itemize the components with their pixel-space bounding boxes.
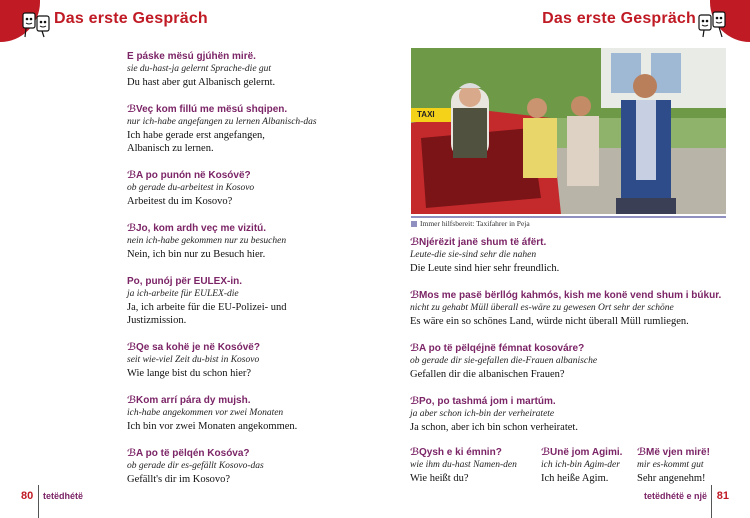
literal-translation: ich ich-bin Agim-der — [541, 460, 620, 470]
literal-translation: ja aber schon ich-bin der verheiratete — [410, 409, 555, 419]
literal-translation: wie ihm du-hast Namen-den — [410, 460, 517, 470]
ear-marker-icon: ℬ — [410, 396, 420, 407]
ear-marker-icon: ℬ — [410, 343, 420, 354]
german-translation: Ich habe gerade erst angefangen, — [127, 130, 265, 141]
ear-marker-icon: ℬ — [637, 447, 647, 458]
ear-marker-icon: ℬ — [410, 290, 420, 301]
ear-marker-icon: ℬ — [127, 104, 137, 115]
german-translation: Wie heißt du? — [410, 473, 469, 484]
dialogue-entry — [127, 222, 387, 261]
literal-translation: ob gerade du-arbeitest in Kosovo — [127, 183, 255, 193]
ear-marker-icon: ℬ — [410, 237, 420, 248]
literal-translation: mir es-kommt gut — [637, 460, 704, 470]
literal-translation: seit wie-viel Zeit du-bist in Kosovo — [127, 355, 260, 365]
photo-taxi-drivers — [411, 48, 726, 214]
german-translation: Ja, ich arbeite für die EU-Polizei- und — [127, 302, 287, 313]
page-number-right: 81 — [716, 490, 729, 502]
german-translation: Justizmission. — [127, 315, 187, 326]
german-translation: Ich bin vor zwei Monaten angekommen. — [127, 421, 298, 432]
ear-marker-icon: ℬ — [127, 223, 137, 234]
ear-marker-icon: ℬ — [127, 448, 137, 459]
german-translation: Wie lange bist du schon hier? — [127, 368, 252, 379]
cartoon-mascot-icon — [22, 10, 52, 38]
albanian-phrase: Po, punój për EULEX-in. — [127, 276, 242, 287]
left-page-dialogue — [127, 50, 387, 500]
german-translation: Gefällt's dir im Kosovo? — [127, 474, 231, 485]
albanian-phrase: Veç kom fillú me mësú shqipen. — [136, 104, 288, 115]
albanian-phrase: A po të pëlqén Kosóva? — [136, 448, 250, 459]
albanian-phrase: Njérëzit janë shum të áfërt. — [419, 237, 547, 248]
footer-divider-left — [38, 485, 39, 518]
photo-caption — [411, 216, 726, 228]
dialogue-entry — [127, 103, 387, 155]
german-translation: Arbeitest du im Kosovo? — [127, 196, 233, 207]
ear-marker-icon: ℬ — [541, 447, 551, 458]
ear-marker-icon: ℬ — [127, 395, 137, 406]
albanian-phrase: E páske mësú gjúhën mirë. — [127, 51, 256, 62]
dialogue-entry — [127, 50, 387, 89]
page-number-left: 80 — [21, 490, 34, 502]
albanian-phrase: A po punón në Kosóvë? — [136, 170, 251, 181]
albanian-phrase: A po të pëlqéjnë fémnat kosováre? — [419, 343, 585, 354]
literal-translation: ich-habe angekommen vor zwei Monaten — [127, 408, 284, 418]
page-number-word-right: tetëdhétë e një — [643, 491, 707, 501]
albanian-phrase: Kom arrí pára dy mujsh. — [136, 395, 251, 406]
literal-translation: ob gerade dir sie-gefallen die-Frauen albanische — [410, 356, 598, 366]
literal-translation: nur ich-habe angefangen zu lernen Albanisch-das — [127, 117, 317, 127]
dialogue-entry — [410, 289, 740, 328]
albanian-phrase: Unë jom Agimi. — [550, 447, 623, 458]
dialogue-entry — [127, 169, 387, 208]
albanian-phrase: Qysh e ki émnin? — [419, 447, 502, 458]
dialogue-entry — [541, 446, 641, 485]
taxi-sign: TAXI — [417, 110, 435, 119]
literal-translation: nein ich-habe gekommen nur zu besuchen — [127, 236, 287, 246]
literal-translation: nicht zu gehabt Müll überall es-wäre zu gewesen Ort sehr der schöne — [410, 303, 674, 313]
dialogue-entry — [127, 341, 387, 380]
literal-translation: ja ich-arbeite für EULEX-die — [127, 289, 239, 299]
chapter-title-right: Das erste Gespräch — [542, 10, 696, 27]
german-translation: Sehr angenehm! — [637, 473, 706, 484]
dialogue-entry — [410, 395, 740, 434]
german-translation: Gefallen dir die albanischen Frauen? — [410, 369, 565, 380]
dialogue-entry — [410, 236, 740, 275]
caption-square-icon — [411, 221, 417, 227]
albanian-phrase: Më vjen mirë! — [646, 447, 710, 458]
albanian-phrase: Po, po tashmá jom i martúm. — [419, 396, 556, 407]
german-translation: Die Leute sind hier sehr freundlich. — [410, 263, 560, 274]
german-translation: Ich heiße Agim. — [541, 473, 609, 484]
literal-translation: ob gerade dir es-gefällt Kosovo-das — [127, 461, 264, 471]
dialogue-entry — [127, 447, 387, 486]
german-translation: Du hast aber gut Albanisch gelernt. — [127, 77, 276, 88]
german-translation: Ja schon, aber ich bin schon verheiratet. — [410, 422, 578, 433]
german-translation: Nein, ich bin nur zu Besuch hier. — [127, 249, 266, 260]
dialogue-entry — [410, 342, 740, 381]
cartoon-mascot-icon — [698, 10, 728, 38]
dialogue-entry — [637, 446, 737, 485]
dialogue-entry — [410, 446, 540, 485]
dialogue-entry — [127, 394, 387, 433]
albanian-phrase: Jo, kom ardh veç me vizitú. — [136, 223, 267, 234]
chapter-title-left: Das erste Gespräch — [54, 10, 208, 27]
right-page-dialogue — [410, 236, 740, 448]
caption-text: Immer hilfsbereit: Taxifahrer in Peja — [420, 219, 530, 228]
german-translation: Es wäre ein so schönes Land, würde nicht überall Müll rumliegen. — [410, 316, 689, 327]
albanian-phrase: Qe sa kohë je në Kosóvë? — [136, 342, 260, 353]
page-number-word-left: tetëdhétë — [43, 491, 84, 501]
literal-translation: sie du-hast-ja gelernt Sprache-die gut — [127, 64, 272, 74]
dialogue-entry — [127, 275, 387, 327]
footer-divider-right — [711, 485, 712, 518]
ear-marker-icon: ℬ — [410, 447, 420, 458]
german-translation: Albanisch zu lernen. — [127, 143, 214, 154]
ear-marker-icon: ℬ — [127, 342, 137, 353]
albanian-phrase: Mos me pasë bërllóg kahmós, kish me konë vend shum i búkur. — [419, 290, 722, 301]
literal-translation: Leute-die sie-sind sehr die nahen — [410, 250, 537, 260]
ear-marker-icon: ℬ — [127, 170, 137, 181]
